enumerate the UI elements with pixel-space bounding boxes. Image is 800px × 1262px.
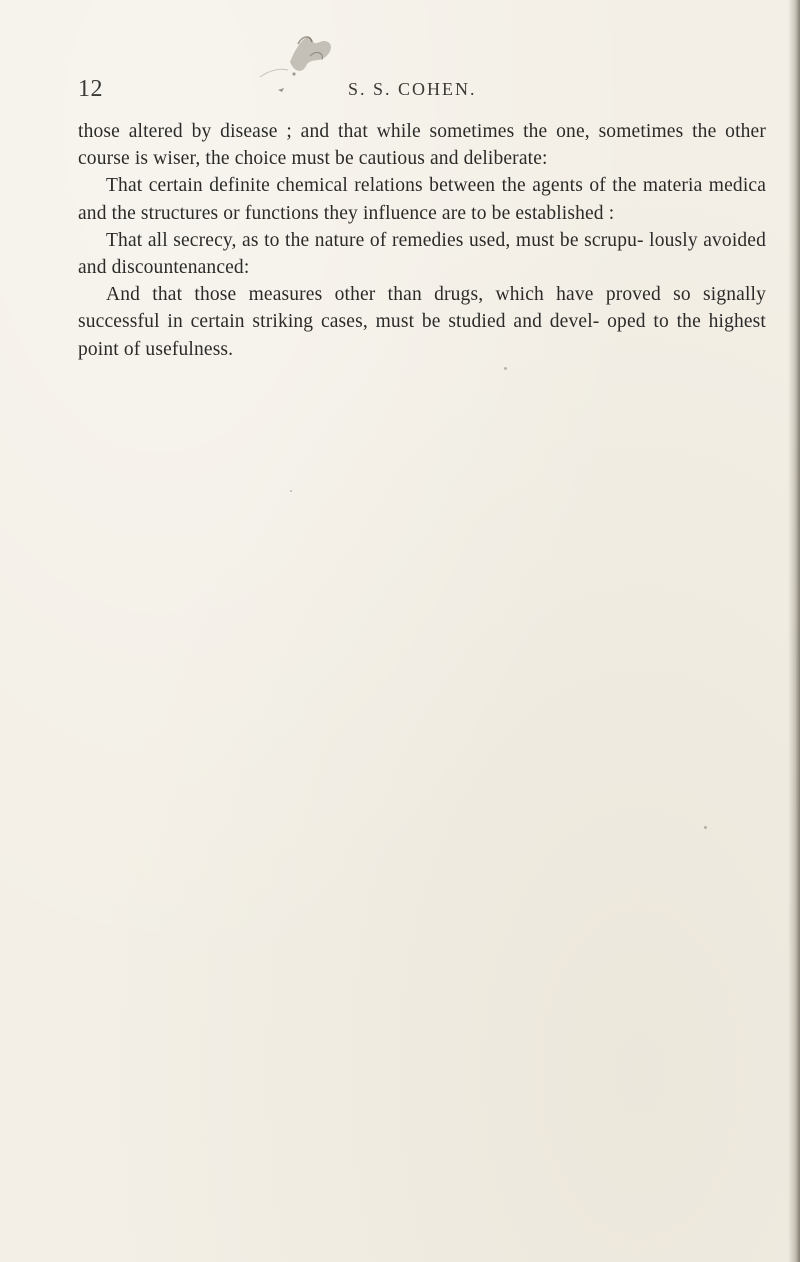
page-number: 12 (78, 76, 103, 102)
paper-speck (290, 490, 292, 492)
paragraph: those altered by disease ; and that while sometimes the one, sometimes the other course is wiser, the choice must be cautious and deliberate: (78, 121, 766, 170)
paragraph: That certain definite chemical relations between the agents of the materia medica and the structures or functions they influence are to be established : (78, 175, 766, 224)
page-edge-shadow (788, 0, 800, 1262)
running-head: S. S. COHEN. (348, 79, 477, 99)
paper-speck (704, 826, 707, 829)
page-header (0, 0, 800, 120)
ink-blot-icon (250, 22, 360, 107)
body-text (78, 118, 766, 363)
paragraph: That all secrecy, as to the nature of remedies used, must be scrupu- lously avoided and discountenanced: (78, 229, 766, 279)
paper-speck (504, 367, 507, 370)
paragraph: And that those measures other than drugs, which have proved so signally successful in certain striking cases, must be studied and devel- oped to the highest point of usefulness. (78, 284, 766, 360)
